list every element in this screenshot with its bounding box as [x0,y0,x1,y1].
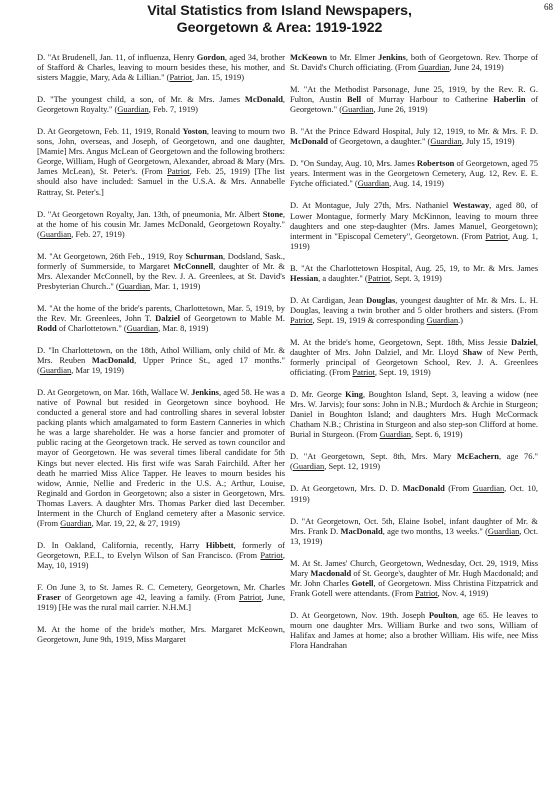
entry-text: , leaving to mourn two sons, John, overseas, and Joseph, of Georgetown, and one daughter, [Mamie] Mrs. Angus McLean of Georgetown and the following brothers: George, William, Hugh of Georgetown, Alexander, abroad & Mary (Mrs. James McLean), St. Peter's. (From [37,126,285,177]
entry-text: , Mar. 1, 1919) [150,280,201,291]
surname: King [345,389,363,400]
entry-text: D. At Georgetown, Feb. 11, 1919, Ronald [37,126,183,137]
page-title-line-1: Vital Statistics from Island Newspapers, [147,3,412,19]
page-number: 68 [544,2,553,12]
newspaper-source: Guardian [426,314,459,325]
entry-text: D. In Oakland, California, recently, Harry [37,539,206,550]
entry-text: , May, 10, 1919) [37,549,285,570]
entry-text: , aged 58. He was a native of Pownal but resided in Georgetown since boyhood. He conducted a general store and had controlling shares in several lobster packing plants which amalgamated to form Eastern Canneries in which he was a large shareholder. He was a horse fancier and promoter of public racing at the Georgetown track. He served as town councilor and mayor of Georgetown. He was several times liberal candidate for 5th Kings but never elected. His first wife was Sarah Fairchild. After her death he married Miss Alice Tapper. He leaves to mourn besides his widow, Annie, Nellie and Frederic in the U.S. A.; Arthur, Louise, Reginald and Gordon in Georgetown; also a sister in Georgetown, Mrs. Thomas Lavers. A daughter Mrs. Thomas Parker died last December. Interment in the Church of England cemetery after a Masonic service. (From [37,387,285,528]
newspaper-source: Guardian [418,62,450,73]
entry-text: , Feb. 25, 1919) [The list should also have included: Samuel in the U.S.A. & Mrs. Annabelle Rattray, St. Peter's.] [37,166,285,197]
entry-text: , June 26, 1919) [373,104,428,115]
entry-text: of New Perth, formerly principal of Georgetown School, Rev. J. A. Greenlees officiating. (From [290,346,538,378]
newspaper-source: Guardian [430,136,462,147]
entry-text: of Georgetown to Mable M. [179,312,286,323]
newspaper-source: Patriot [485,230,508,241]
entry-text: , Mar. 8, 1919) [158,322,209,333]
entry-text: , Sept. 19, 1919) [374,367,431,378]
entry-text: , both of Georgetown. Rev. Thorpe of St. David's Church officiating. (From [290,52,538,73]
entry-text: B. "At the Charlottetown Hospital, Aug. 25, 19, to Mr. & Mrs. James [290,262,538,273]
record-entry [290,126,538,146]
record-entry [290,158,538,188]
record-entry [37,387,285,528]
entry-text: , Jan. 15, 1919) [191,72,245,83]
surname: Rodd [37,322,57,333]
record-entry [290,610,538,650]
record-entry [37,94,285,114]
entry-text: of Georgetown, aged 75 years. Interment was in the Georgetown Cemetery, Aug. 12, Rev. E. E. Fytche officiated." ( [290,158,538,189]
newspaper-source: Guardian [292,461,325,472]
entry-text: of Georgetown age 42, leaving a family. (From [60,592,240,603]
newspaper-source: Patriot [367,272,391,283]
entry-text: , Sept. 3, 1919) [390,272,442,283]
record-entry [37,126,285,196]
entry-text: , Mar 19, 1919) [71,365,124,376]
record-entry [290,451,538,471]
entry-text: D. At Cardigan, Jean [290,294,367,305]
surname: MacDonald [340,525,383,536]
entry-text: , June 24, 1919) [449,62,504,73]
newspaper-source: Guardian [117,104,149,115]
entry-text: , Boughton Island, Sept. 3, leaving a widow (nee Mrs. W. Jarvis); four sons: John in N.B.; Murdoch & Archie in Sturgeon; Daniel in Boughton Island; and daughters Mrs. Hugh McCormack Chatham N.B.; Christina in Sturgeon and also step-son Clifford at home. Burial in Sturgeon. (From [290,389,538,440]
newspaper-source: Guardian [357,178,390,189]
record-entry [37,540,285,570]
entry-text: , Sept. 19, 1919 & corresponding [312,314,427,325]
entry-text: M. At St. James' Church, Georgetown, Wednesday, Oct. 29, 1919, Miss Mary [290,557,538,578]
entry-text: .) [458,314,463,325]
surname: Shaw [462,346,483,357]
record-entry [37,209,285,239]
entry-text: D. "At Georgetown Royalty, Jan. 13th, of pneumonia, Mr. Albert [37,208,263,219]
entry-text: , Mar. 19, 22, & 27, 1919) [91,517,180,528]
entry-text: , Aug. 14, 1919) [389,178,444,189]
surname: Robertson [416,158,455,169]
entry-text: (From [444,483,473,494]
surname: MacDonald [91,355,135,366]
entry-text: M. "At Georgetown, 26th Feb., 1919, Roy [37,250,186,261]
entry-text: , age two months, 13 weeks." ( [382,525,488,536]
record-entry [290,558,538,598]
newspaper-source: Guardian [472,483,505,494]
newspaper-source: Guardian [342,104,374,115]
entry-text: , June, 1919) [He was the rural mail carrier. N.H.M.] [37,592,285,613]
surname: Westaway [452,200,490,211]
entry-text: M. At the home of the bride's mother, Mrs. Margaret McKeown, Georgetown, June 9th, 1919, Miss Margaret [37,624,285,645]
entry-text: , Dodsland, Sask., formerly of Summerside, to Margaret [37,250,285,271]
surname: Fraser [37,592,61,603]
entry-text: D. At Georgetown, on Mar. 16th, Wallace W. [37,387,192,398]
surname: Hessian [290,272,319,283]
surname: Hibbett [205,539,234,550]
record-entry [290,389,538,439]
surname: Dalziel [155,312,180,323]
newspaper-source: Patriot [239,592,262,603]
newspaper-source: Patriot [169,72,192,83]
entry-text: D. "At Georgetown, Sept. 8th, Mrs. Mary [290,451,457,462]
entry-text: , Feb. 27, 1919) [71,228,125,239]
entry-text: , of Georgetown. Miss Christina Fitzpatrick and Frank Gotell were attendants. (From [290,577,539,598]
entry-text: D. At Georgetown, Nov. 19th. Joseph [290,609,429,620]
entry-text: , Aug. 1, 1919) [290,230,538,251]
entry-text: of Murray Harbour to Catherine [361,94,494,105]
entry-text: , Sept. 12, 1919) [324,461,380,472]
entry-text: F. On June 3, to St. James R. C. Cemetery, Georgetown, Mr. Charles [37,581,285,592]
surname: Poulton [428,609,458,620]
newspaper-source: Patriot [260,549,283,560]
entry-text: , Georgetown Royalty." ( [37,94,285,115]
newspaper-source: Guardian [39,365,72,376]
record-entry [290,337,538,377]
surname: McConnell [173,260,214,271]
entry-text: B. "At the Prince Edward Hospital, July 12, 1919, to Mr. & Mrs. F. D. [290,126,538,137]
page-header [0,3,559,37]
record-entry [290,200,538,250]
surname: Dalziel [511,336,536,347]
newspaper-source: Guardian [126,322,159,333]
entry-text: D. "The youngest child, a son, of Mr. & Mrs. James [37,94,245,105]
entry-text: to Mr. Elmer [327,52,379,62]
entry-text: of St. George's, daughter of Mr. Hugh Macdonald; and Mr. John Charles [290,567,538,588]
entry-text: , daughter of Mrs. John Dalziel, and Mr. Lloyd [290,336,538,357]
record-entry [290,263,538,283]
entry-text: , Upper Prince St., aged 17 months." ( [37,355,285,376]
entry-text: , daughter of Mr. & Mrs. Alexander McConnell, by the Rev. J. A. Greenlees, at St. David's Presbyterian Church.." ( [37,260,285,291]
newspaper-source: Patriot [167,166,190,177]
entry-text: of Georgetown." ( [290,94,539,115]
entry-text: D. At Montague, July 27th, Mrs. Nathaniel [290,200,453,211]
record-entry [290,52,538,72]
entry-text: M. "At the Methodist Parsonage, June 25, 1919, by the Rev. R. G. Fulton, Austin [290,84,538,105]
surname: Gotell [351,577,374,588]
entry-text: , aged 34, brother of Stafford & Charles, leaving to mourn besides these, his mother, and sisters Maggie, Mary, Ada & Lillian." ( [37,52,285,83]
newspaper-source: Guardian [379,429,412,440]
surname: Haberlin [493,94,526,105]
entry-text: , age 76." ( [290,451,538,472]
newspaper-source: Patriot [290,314,313,325]
surname: Jenkins [378,52,406,62]
entry-text: D. "In Charlottetown, on the 18th, Athol William, only child of Mr. & Mrs. Reuben [37,345,285,366]
surname: McKeown [290,52,328,62]
entry-text: D. At Georgetown, Mrs. D. D. [290,483,403,494]
entry-text: , Sept. 6, 1919) [411,429,463,440]
entry-text: , a daughter." ( [318,272,368,283]
entry-text: , at the home of his cousin Mr. James McDonald, Georgetown Royalty." ( [37,208,285,239]
right-column [290,52,538,662]
entry-text: , Oct. 10, 1919) [290,483,539,504]
surname: MacDonald [402,483,445,494]
record-entry [37,52,285,82]
entry-text: , age 65. He leaves to mourn one daughter Mrs. William Burke and two sons, William of Halifax and James at home; also a brother William. His wife, nee Miss Flora Handrahan [290,609,538,651]
entry-text: D. "At Georgetown, Oct. 5th, Elaine Isobel, infant daughter of Mr. & Mrs. Frank D. [290,515,538,536]
entry-text: of Georgetown, a daughter." ( [327,136,431,147]
surname: McDonald [290,136,328,147]
record-entry [37,345,285,375]
page-title-line-2: Georgetown & Area: 1919-1922 [176,20,383,36]
entry-text: D. Mr. George [290,389,346,400]
entry-text: D. "On Sunday, Aug. 10, Mrs. James [290,158,417,169]
newspaper-source: Patriot [352,367,375,378]
surname: Stone [262,208,283,219]
surname: Macdonald [310,567,352,578]
newspaper-source: Guardian [60,517,92,528]
record-entry [290,516,538,546]
surname: Yoston [182,126,207,137]
entry-text: M. "At the home of the bride's parents, Charlottetown, Mar. 5, 1919, by the Rev. Mr. Greenlees, John T. [37,302,285,323]
newspaper-source: Patriot [415,587,438,598]
surname: Gordon [196,52,225,62]
surname: McDonald [244,94,283,105]
entry-text: , Feb. 7, 1919) [148,104,198,115]
entry-text: , aged 80, of Lower Montague, formerly Mary McKinnon, leaving to mourn three daughters and one step-daughter (Mrs. James Manuel, Georgetown); interment in "Episcopal Cemetery", Georgetown. (From [290,200,538,241]
entry-text: , Oct. 13, 1919) [290,525,539,546]
surname: Douglas [366,294,396,305]
record-entry [37,582,285,612]
entry-text: , formerly of Georgetown, P.E.I., to Evelyn Wilson of San Francisco. (From [37,539,285,560]
left-column [37,52,285,656]
surname: Schurman [185,250,224,261]
record-entry [37,303,285,333]
record-entry [37,251,285,291]
newspaper-source: Guardian [487,525,520,536]
surname: McEachern [456,451,500,462]
entry-text: , July 15, 1919) [461,136,515,147]
record-entry [290,483,538,503]
entry-text: M. At the bride's home, Georgetown, Sept. 18th, Miss Jessie [290,336,512,347]
record-entry [290,84,538,114]
newspaper-source: Guardian [39,228,72,239]
entry-text: of Charlottetown." ( [56,322,127,333]
record-entry [37,624,285,644]
record-entry [290,295,538,325]
surname: Jenkins [191,387,219,398]
entry-text: D. "At Brudenell, Jan. 11, of influenza, Henry [37,52,197,62]
newspaper-source: Guardian [118,280,151,291]
entry-text: , youngest daughter of Mr. & Mrs. L. H. Douglas, leaving a twin brother and 5 older brothers and sisters. (From [290,294,538,315]
surname: Bell [346,94,362,105]
entry-text: , Nov. 4, 1919) [437,587,489,598]
